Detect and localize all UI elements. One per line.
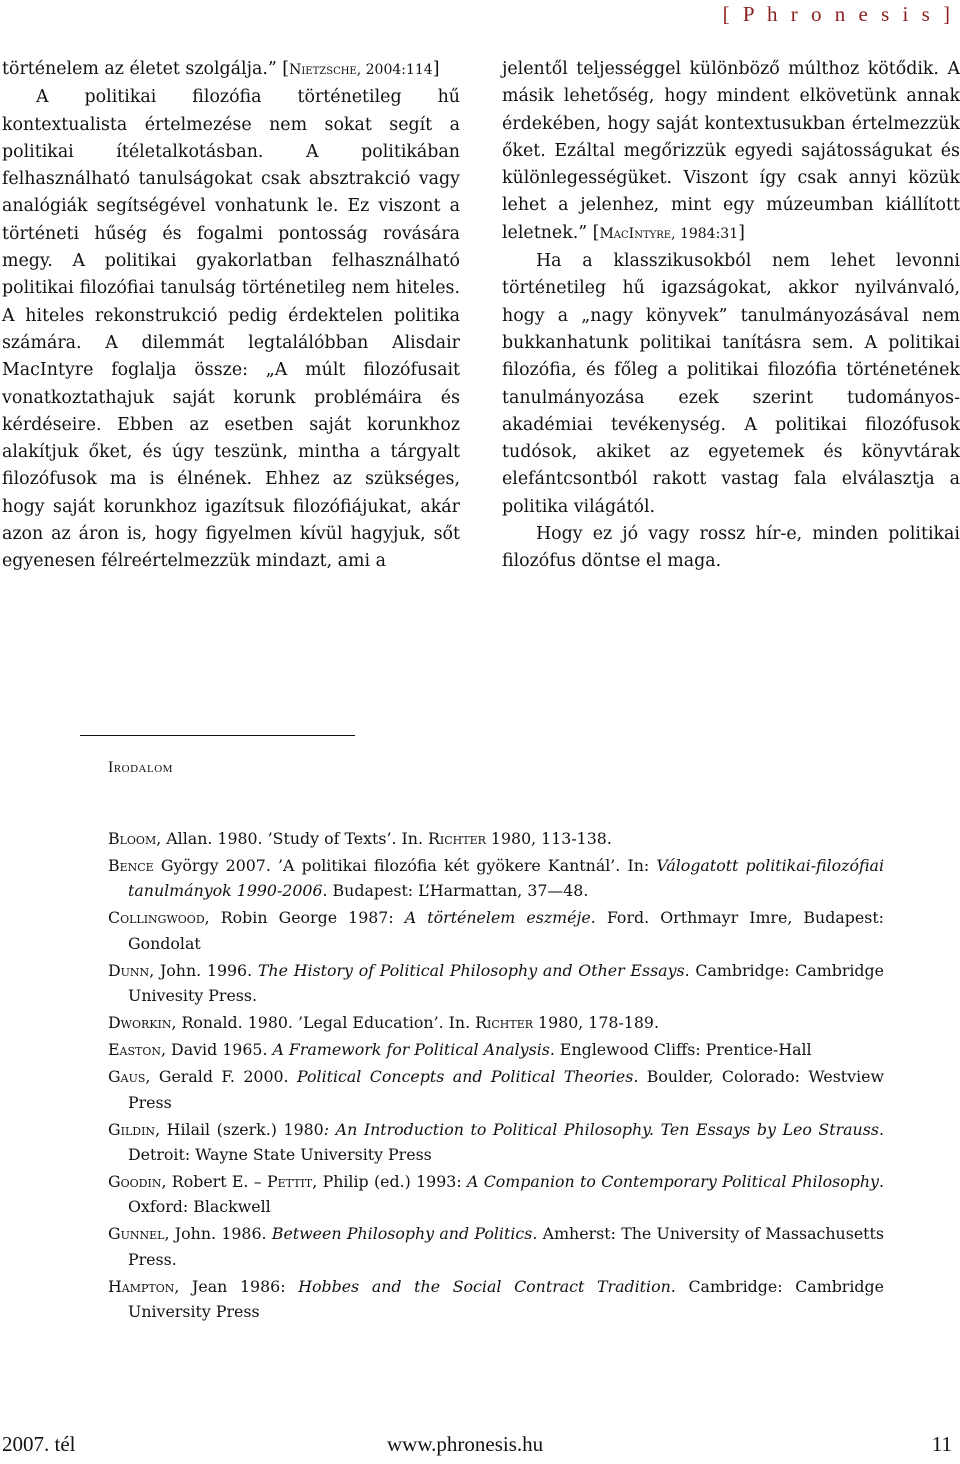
entry-author: Collingwood — [108, 908, 205, 928]
entry-author: Gildin — [108, 1119, 156, 1139]
page-number: 11 — [931, 1432, 952, 1456]
entry-text: György 2007. ’A politikai filozófia két gyökere Kantnál’. In: — [153, 856, 657, 875]
bibliography-entry — [108, 826, 884, 851]
bibliography-entry — [108, 1274, 884, 1325]
footnote-divider — [80, 735, 355, 736]
entry-title: : An Introduction to Political Philosophy. Ten Essays by Leo Strauss — [323, 1119, 879, 1139]
entry-text: , Philip (ed.) 1993: — [312, 1172, 467, 1192]
right-column — [502, 56, 960, 576]
bibliography-entry — [108, 1064, 884, 1115]
right-paragraph-classics: Ha a klasszikusokból nem lehet levonni történetileg hű igazságokat, akkor nyilvánvaló, hogy a „nagy könyvek” tanulmányozásával nem bukkanhatunk politikai tanításra sem. A politikai filozófia, és főleg a politikai filozófia történetének tanulmányozása ezek szerint tudományos-akadémiai tevékenység. A politikai filozófusok tudósok, akiket az egyetemek és könyvtárak elefántcsontból rakott vastag fala elválasztja a politika világától. — [502, 251, 960, 517]
entry-text: Ford. Orthmayr Imre, Budapest: Gondolat — [128, 908, 884, 953]
entry-title: A Companion to Contemporary Political Philosophy — [466, 1172, 879, 1192]
entry-author: Dworkin — [108, 1013, 172, 1033]
entry-author: Bloom — [108, 829, 157, 848]
entry-ref-author: Richter — [475, 1013, 534, 1033]
entry-title: Political Concepts and Political Theories — [297, 1067, 634, 1087]
left-paragraph-continuation: történelem az életet szolgálja.” [Nietzsche, 2004:114] — [2, 59, 440, 79]
entry-text: , Robert E. – — [161, 1172, 267, 1192]
entry-text: 1980, 178-189. — [533, 1013, 659, 1033]
left-column — [2, 56, 460, 576]
bibliography-entry — [108, 905, 884, 956]
bibliography-entry — [108, 1037, 884, 1062]
entry-text: , John. 1996. — [149, 960, 258, 980]
entry-text: . Cambridge: Cambridge Univesity Press. — [128, 960, 885, 1006]
entry-text: , Allan. 1980. ’Study of Texts’. In. — [156, 829, 428, 848]
bibliography-entry — [108, 1169, 884, 1220]
issue-season: 2007. tél — [2, 1432, 76, 1456]
bibliography-entry — [108, 1117, 884, 1168]
entry-author: Easton — [108, 1040, 161, 1060]
entry-title: The History of Political Philosophy and Other Essays — [257, 960, 685, 980]
entry-text: , Ronald. 1980. ’Legal Education’. In. — [171, 1013, 476, 1033]
bibliography-list — [108, 826, 884, 1326]
entry-text: , David 1965. — [161, 1040, 273, 1060]
entry-author: Goodin — [108, 1172, 162, 1192]
entry-text: , Robin George 1987: — [204, 908, 405, 928]
entry-text: , John. 1986. — [164, 1224, 272, 1244]
entry-text: . Boulder, Colorado: Westview Press — [128, 1067, 884, 1112]
entry-author: Gaus — [108, 1067, 146, 1087]
entry-title: Válogatott politikai-filozófiai tanulmányok 1990-2006 — [128, 856, 884, 901]
bibliography-entry — [108, 1010, 884, 1035]
entry-author: Hampton — [108, 1276, 175, 1296]
entry-author: Gunnel — [108, 1224, 165, 1244]
bibliography-heading: Irodalom — [108, 759, 173, 776]
entry-text: , Hilail (szerk.) 1980 — [155, 1119, 324, 1139]
entry-text: 1980, 113-138. — [485, 829, 612, 848]
entry-title: A történelem eszméje. — [404, 908, 596, 928]
entry-author: Bence — [108, 856, 154, 875]
citation-author: MacIntyre — [599, 225, 672, 242]
entry-text: . Englewood Cliffs: Prentice-Hall — [549, 1040, 812, 1060]
entry-title: A Framework for Political Analysis — [272, 1040, 550, 1060]
bibliography-entry — [108, 853, 884, 904]
entry-text: , Jean 1986: — [174, 1276, 299, 1296]
right-paragraph-continuation: jelentől teljességgel különböző múlthoz kötődik. A másik lehetőség, hogy mindent elkövetünk annak érdekében, hogy saját kontextusukban értelmezzük őket. Ezáltal megőrizzük egyedi sajátosságukat és különlegességüket. Viszont így csak annyi közük lehet a jelenhez, mint egy múzeumban kiállított leletnek.” [MacIntyre, 1984:31] — [502, 59, 960, 243]
bibliography-entry — [108, 1221, 884, 1272]
citation-author: Nietzsche — [289, 62, 357, 78]
entry-text: . Oxford: Blackwell — [128, 1172, 884, 1217]
entry-text: . Amherst: The University of Massachusetts Press. — [128, 1224, 884, 1269]
entry-text: . Budapest: L’Harmattan, 37—48. — [322, 881, 589, 901]
entry-ref-author: Pettit — [267, 1172, 313, 1192]
journal-header: [ P h r o n e s i s ] — [722, 2, 954, 26]
entry-text: . Detroit: Wayne State University Press — [128, 1119, 884, 1165]
entry-text: Cambridge: Cambridge University Press — [128, 1276, 884, 1322]
bibliography-entry — [108, 958, 884, 1009]
entry-ref-author: Richter — [428, 829, 486, 848]
website-link[interactable]: www.phronesis.hu — [387, 1432, 544, 1456]
right-paragraph-closing: Hogy ez jó vagy rossz hír-e, minden politikai filozófus döntse el maga. — [502, 524, 960, 572]
left-paragraph-main: A politikai filozófia történetileg hű kontextualista értelmezése nem sokat segít a politikai ítéletalkotásban. A politikában felhasználható tanulságokat csak absztrakció vagy analógiák segítségével vonhatunk le. Ez viszont a történeti hűség és fogalmi pontosság rovására megy. A politikai gyakorlatban felhasználható politikai filozófiai tanulság történetileg nem hiteles. A hiteles rekonstrukció pedig érdektelen politika számára. A dilemmát legtalálóbban Alisdair MacIntyre foglalja össze: „A múlt filozófusait vonatkoztathajuk saját korunk problémáira és kérdéseire. Ebben az esetben saját korunkhoz alakítjuk őket, és úgy teszünk, mintha a tárgyalt filozófusok ma is élnének. Ehhez az szükséges, hogy saját korunkhoz igazítsuk filozófiájukat, akár azon az áron is, hogy figyelmen kívül hagyjuk, sőt egyenesen félreértelmezzük mindazt, ami a — [2, 87, 460, 572]
entry-text: , Gerald F. 2000. — [145, 1067, 298, 1087]
entry-title: Hobbes and the Social Contract Tradition. — [298, 1276, 676, 1296]
entry-title: Between Philosophy and Politics — [271, 1224, 533, 1244]
entry-author: Dunn — [108, 960, 150, 980]
